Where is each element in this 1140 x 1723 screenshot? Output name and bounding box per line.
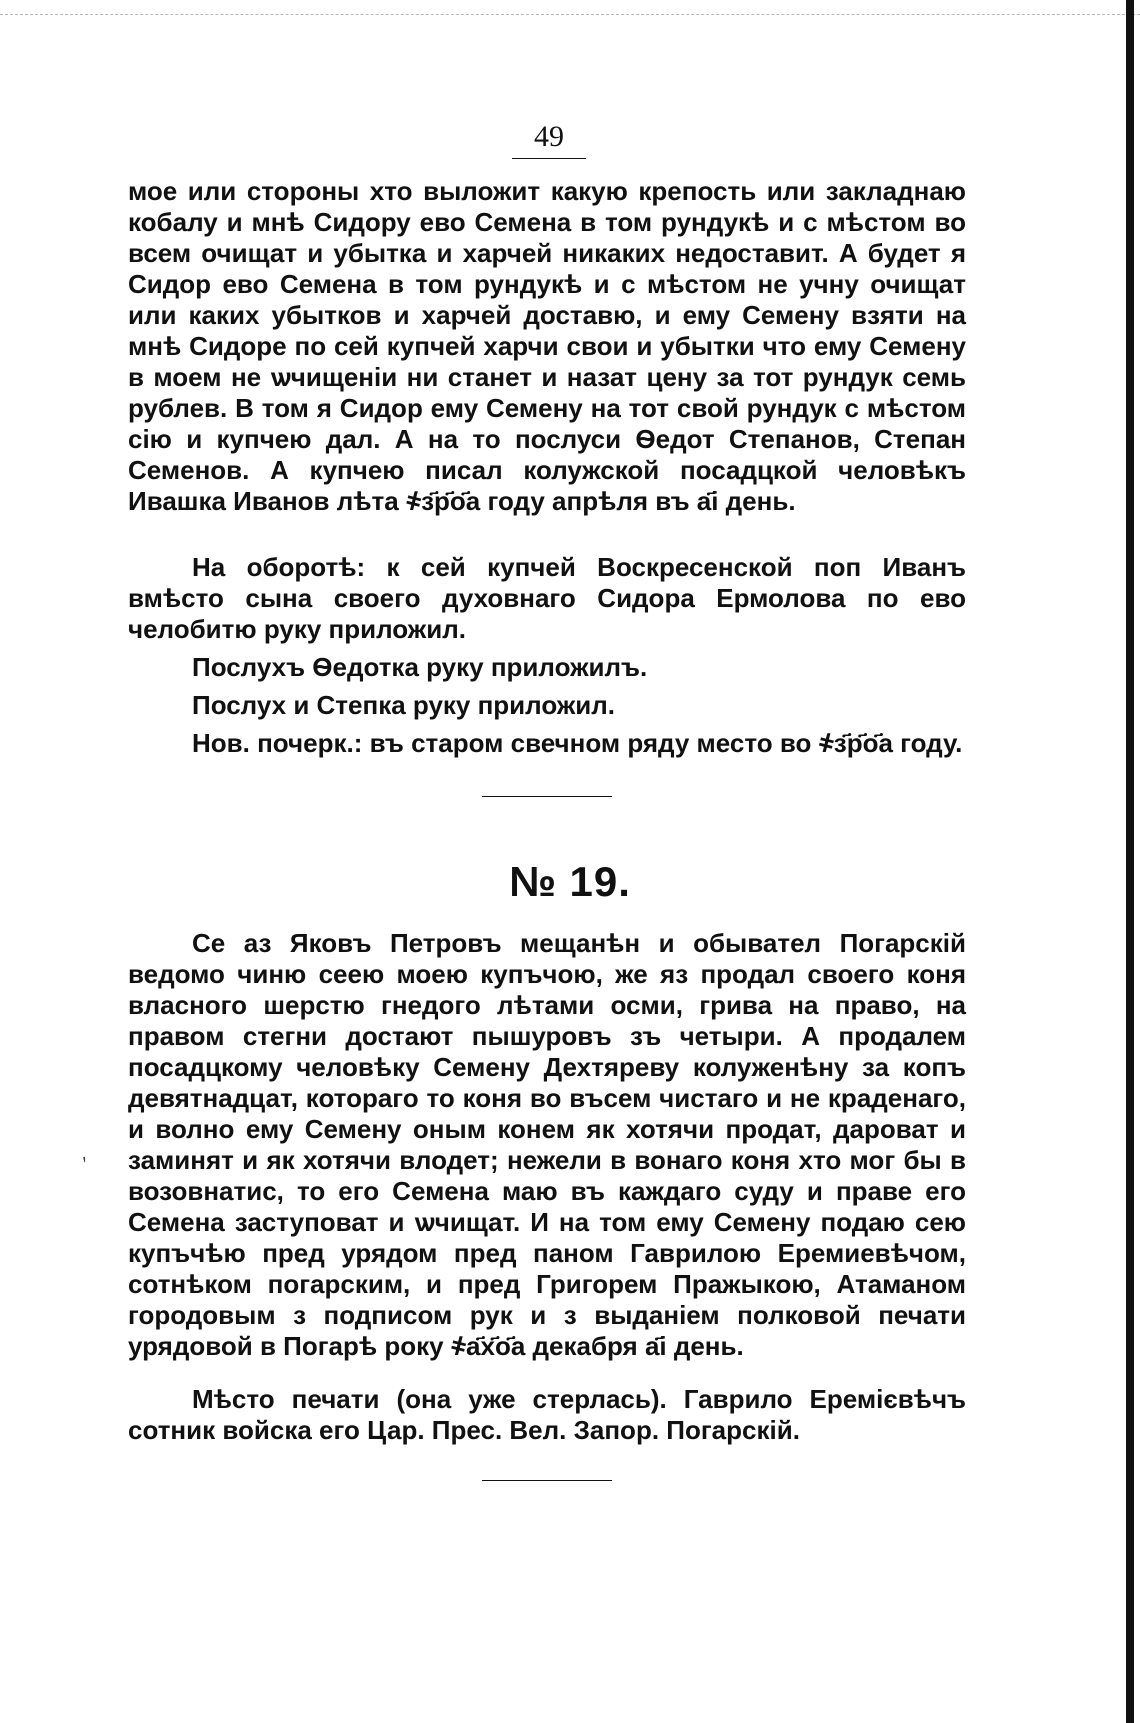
- section-divider-top: [482, 796, 612, 797]
- reverse-note-text: На оборотѣ: к сей купчей Воскресенской поп Иванъ вмѣсто сына своего духовнаго Сидора Ермолова по ево челобитю руку приложил.: [128, 552, 966, 644]
- witness-line-1: Послухъ Ѳедотка руку приложилъ.: [192, 652, 648, 682]
- continuation-paragraph: [128, 176, 966, 517]
- top-dashed-rule: [0, 14, 1140, 15]
- new-hand-note: Нов. почерк.: въ старом свечном ряду место во ҂з҃р҃о҃а году.: [192, 728, 963, 758]
- document-19-body-paragraph: [128, 928, 966, 1362]
- document-19-body-text: Се аз Яковъ Петровъ мещанѣн и обывател Погарскій ведомо чиню сеею моею купъчою, же яз продал своего коня власного шерстю гнедого лѣтами осми, грива на право, на правом стегни достают пышуровъ зъ четыри. А продалем посадцкому человѣку Семену Дехтяреву колуженѣну за копъ девятнадцат, котораго то коня во въсем чистаго и не краденаго, и волно ему Семену оным конем як хотячи продат, дароват и заминят и як хотячи влодет; нежели в вонаго коня хто мог бы в возовнатис, то его Семена маю въ каждаго суду и праве его Семена заступоват и ѡчищат. И на том ему Семену подаю сею купъчѣю пред урядом пред паном Гаврилою Еремиевѣчом, сотнѣком погарским, и пред Григорем Пражыкою, Атаманом городовым з подписом рук и з выданіем полковой печати урядовой в Погарѣ року ҂а҃х҃о҃а декабря а҃і день.: [128, 928, 966, 1361]
- continuation-text: мое или стороны хто выложит какую крепость или закладнаю кобалу и мнѣ Сидору ево Семена в том рундукѣ и с мѣстом во всем очищат и убытка и харчей никаких недоставит. А будет я Сидор ево Семена в том рундукѣ и с мѣстом не учну очищат или каких убытков и харчей доставю, и ему Семену взяти на мнѣ Сидоре по сей купчей харчи свои и убытки что ему Семену в моем не ѡчищеніи ни станет и назат цену за тот рундук семь рублев. В том я Сидор ему Семену на тот свой рундук с мѣстом сію и купчею дал. А на то послуси Ѳедот Степанов, Степан Семенов. А купчею писал колужской посадцкой человѣкъ Ивашка Иванов лѣта ҂з҃р҃о҃а году апрѣля въ а҃і день.: [128, 176, 966, 516]
- page-number: 49: [512, 120, 586, 159]
- seal-note-text: Мѣсто печати (она уже стерлась). Гаврило Еремієвѣчъ сотник войска его Цар. Прес. Вел. Запор. Погарскій.: [128, 1384, 966, 1445]
- seal-note-paragraph: [128, 1384, 966, 1446]
- witness-line-2: Послух и Степка руку приложил.: [192, 690, 616, 720]
- margin-mark: ʹ: [79, 1150, 93, 1177]
- reverse-note-paragraph: [128, 552, 966, 645]
- section-divider-bottom: [482, 1480, 612, 1481]
- document-number-heading: № 19.: [509, 858, 631, 905]
